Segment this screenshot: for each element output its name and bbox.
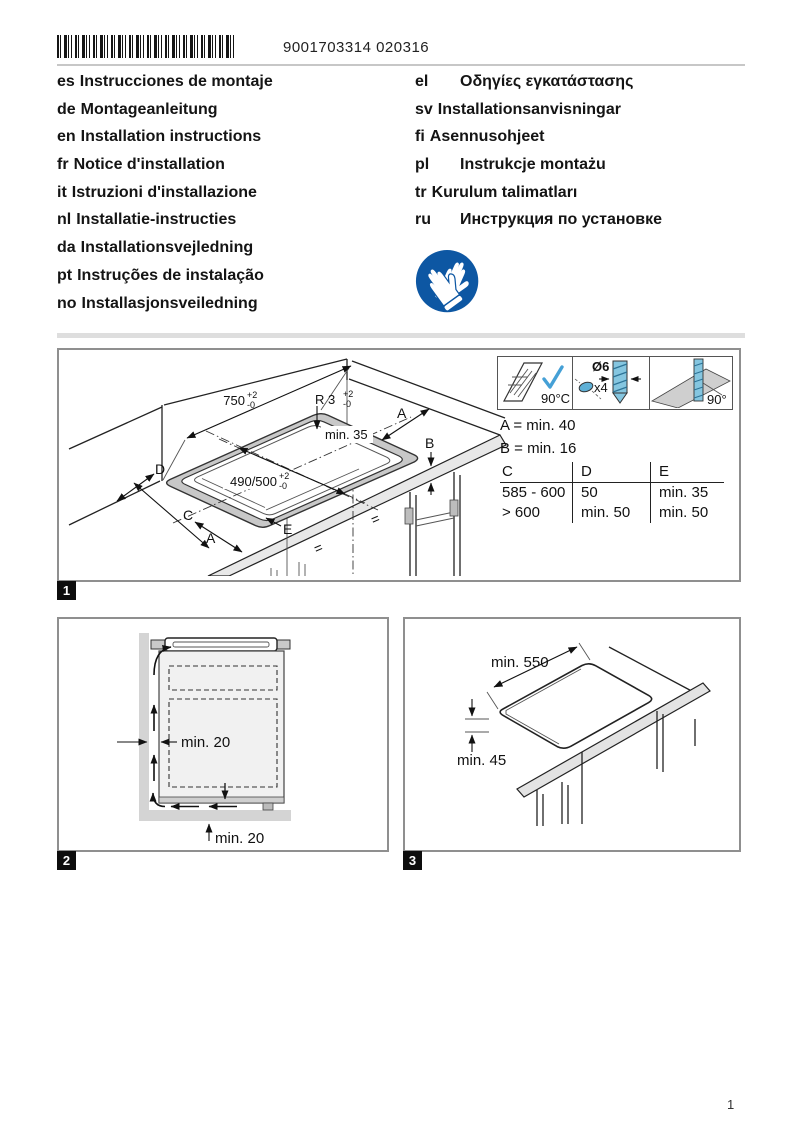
table-cell: min. 35 <box>650 483 724 503</box>
temp-rating-label: 90°C <box>541 391 571 406</box>
note-a: A = min. 40 <box>500 417 576 434</box>
language-row <box>57 128 273 156</box>
language-code: fr <box>57 156 69 174</box>
language-row <box>57 239 273 267</box>
language-column-left <box>57 73 273 322</box>
language-row <box>415 128 662 156</box>
dim-a-top-label: A <box>397 405 407 421</box>
dim-width-label: 750 <box>223 393 245 408</box>
language-column-right <box>415 73 662 239</box>
language-code: no <box>57 294 77 312</box>
column-header: C <box>500 462 572 483</box>
table-cell: > 600 <box>502 504 540 521</box>
language-title: Installationsvejledning <box>80 239 254 257</box>
table-row <box>500 483 724 503</box>
language-code: el <box>415 73 429 90</box>
language-code: nl <box>57 211 72 229</box>
language-title: Montageanleitung <box>80 100 218 118</box>
language-title: Installationsanvisningar <box>437 100 621 118</box>
language-title: Instrukcje montażu <box>460 156 606 174</box>
bottom-clearance-label: min. 20 <box>215 830 265 846</box>
equal-spacing-mark: = <box>311 538 326 557</box>
language-row <box>57 73 273 101</box>
drill-count-label: x4 <box>594 380 608 395</box>
figure-1-badge: 1 <box>57 581 76 600</box>
language-row <box>57 295 273 323</box>
dim-depth-tol-plus: +2 <box>279 471 290 481</box>
language-title: Instrucciones de montaje <box>79 73 273 90</box>
ventilation-section-drawing <box>59 619 383 846</box>
width-clearance-label: min. 550 <box>491 654 549 671</box>
column-header: E <box>650 462 724 483</box>
dim-e-label: E <box>283 521 293 537</box>
dim-width-tol-plus: +2 <box>247 390 258 400</box>
dim-c-label: C <box>183 507 194 523</box>
table-cell: 585 - 600 <box>502 484 566 501</box>
language-title: Notice d'installation <box>73 156 225 174</box>
language-row <box>57 184 273 212</box>
dim-min35-label: min. 35 <box>325 427 368 442</box>
figure-3-worktop-drawing <box>403 617 741 852</box>
dim-d-label: D <box>155 461 166 477</box>
language-title: Installatie-instructies <box>76 211 237 229</box>
dim-radius-tol-plus: +2 <box>343 389 354 399</box>
dim-radius-label: R 3 <box>315 392 336 407</box>
table-header-row <box>500 462 724 483</box>
language-code: da <box>57 239 76 257</box>
page-number: 1 <box>727 1097 735 1112</box>
dim-radius-tol-minus: -0 <box>343 399 352 409</box>
language-code: tr <box>415 183 427 201</box>
dim-width-tol-minus: -0 <box>247 400 256 410</box>
language-row <box>415 184 662 212</box>
language-row <box>57 101 273 129</box>
figure-1-cutout-drawing <box>57 348 741 582</box>
language-code: it <box>57 183 67 201</box>
language-title: Kurulum talimatları <box>431 183 578 201</box>
drill-diameter-icon <box>572 357 649 409</box>
dim-a-bottom-label: A <box>206 530 216 546</box>
language-code: de <box>57 100 76 118</box>
table-cell: min. 50 <box>650 503 724 523</box>
table-cell: 50 <box>572 483 650 503</box>
depth-clearance-label: min. 45 <box>457 752 507 769</box>
language-row <box>57 156 273 184</box>
language-code: fi <box>415 128 425 146</box>
hob-in-worktop-perspective-drawing <box>405 619 735 846</box>
figure-3-badge: 3 <box>403 851 422 870</box>
language-code: es <box>57 73 75 90</box>
language-title: Инструкция по установке <box>460 211 663 229</box>
language-code: pt <box>57 266 73 284</box>
column-header: D <box>572 462 650 483</box>
language-title: Οδηγίες εγκατάστασης <box>460 73 634 90</box>
dim-depth-label: 490/500 <box>230 474 277 489</box>
language-row <box>57 211 273 239</box>
barcode-image <box>57 35 235 58</box>
language-title: Installasjonsveiledning <box>81 294 258 312</box>
language-code: ru <box>415 211 431 229</box>
barcode-number: 9001703314 020316 <box>283 39 430 56</box>
language-row <box>415 156 662 184</box>
equal-spacing-mark: = <box>368 509 383 528</box>
language-title: Istruzioni d'installazione <box>71 183 257 201</box>
language-code: sv <box>415 100 433 118</box>
figure-2-badge: 2 <box>57 851 76 870</box>
note-b: B = min. 16 <box>500 440 577 457</box>
language-code: pl <box>415 156 430 174</box>
language-row <box>415 211 662 239</box>
heat-resistant-worktop-icon <box>498 357 572 409</box>
language-title: Asennusohjeet <box>429 128 545 146</box>
dim-depth-tol-minus: -0 <box>279 481 288 491</box>
clearance-table <box>500 462 724 523</box>
angle-label: 90° <box>707 392 727 407</box>
drill-perpendicular-icon <box>649 357 733 409</box>
section-divider <box>57 333 745 338</box>
table-cell: min. 50 <box>572 503 650 523</box>
table-row <box>500 503 724 523</box>
language-row <box>415 101 662 129</box>
language-title: Instruções de instalação <box>77 266 264 284</box>
figure-2-ventilation-drawing <box>57 617 389 852</box>
language-row <box>415 73 662 101</box>
language-title: Installation instructions <box>80 128 262 146</box>
side-clearance-label: min. 20 <box>181 734 231 751</box>
dimension-notes <box>500 414 576 460</box>
installation-condition-icons <box>497 356 733 410</box>
dim-b-label: B <box>425 435 435 451</box>
language-code: en <box>57 128 76 146</box>
header-divider <box>57 64 745 66</box>
wear-gloves-icon <box>415 249 483 317</box>
drill-diameter-label: Ø6 <box>592 359 610 374</box>
language-row <box>57 267 273 295</box>
